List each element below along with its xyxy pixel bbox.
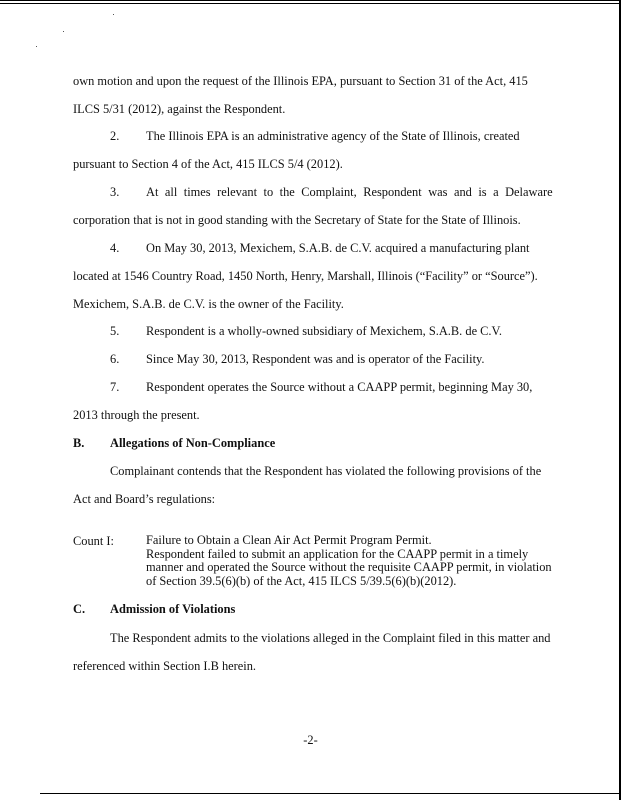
scan-speck	[63, 31, 64, 32]
intro-line-2: ILCS 5/31 (2012), against the Respondent.	[73, 102, 286, 116]
page-number: -2-	[303, 733, 318, 747]
count-label: Count I:	[73, 534, 114, 548]
paragraph-number: 7.	[110, 380, 120, 394]
paragraph-3-line-1: At all times relevant to the Complaint, Respondent was and is a Delaware	[146, 185, 553, 199]
count-line-3: of Section 39.5(6)(b) of the Act, 415 ILCS 5/39.5(6)(b)(2012).	[146, 573, 457, 588]
section-c-line-1: The Respondent admits to the violations alleged in the Complaint filed in this matter and	[110, 631, 551, 645]
paragraph-number: 5.	[110, 324, 120, 338]
paragraph-number: 2.	[110, 129, 120, 143]
paragraph-7-line-2: 2013 through the present.	[73, 408, 200, 422]
count-line-1: Respondent failed to submit an application for the CAAPP permit in a timely	[146, 546, 529, 561]
paragraph-4-line-3: Mexichem, S.A.B. de C.V. is the owner of the Facility.	[73, 297, 344, 311]
scan-speck	[113, 14, 114, 15]
paragraph-5-line-1: Respondent is a wholly-owned subsidiary of Mexichem, S.A.B. de C.V.	[146, 324, 502, 338]
paragraph-4-line-1: On May 30, 2013, Mexichem, S.A.B. de C.V. acquired a manufacturing plant	[146, 241, 530, 255]
paragraph-3-line-2: corporation that is not in good standing with the Secretary of State for the State of Illinois.	[73, 213, 521, 227]
paragraph-number: 6.	[110, 352, 120, 366]
count-title: Failure to Obtain a Clean Air Act Permit Program Permit.	[146, 533, 432, 547]
paragraph-7-line-1: Respondent operates the Source without a CAAPP permit, beginning May 30,	[146, 380, 533, 394]
bottom-border	[40, 793, 621, 794]
paragraph-2-line-1: The Illinois EPA is an administrative agency of the State of Illinois, created	[146, 129, 520, 143]
section-c-letter: C.	[73, 602, 86, 616]
intro-line-1: own motion and upon the request of the Illinois EPA, pursuant to Section 31 of the Act, 415	[73, 74, 528, 88]
scan-speck	[36, 46, 37, 47]
section-c-heading: Admission of Violations	[110, 602, 236, 616]
paragraph-number: 4.	[110, 241, 120, 255]
paragraph-4-line-2: located at 1546 Country Road, 1450 North, Henry, Marshall, Illinois (“Facility” or “Source”).	[73, 269, 538, 283]
section-b-line-2: Act and Board’s regulations:	[73, 492, 216, 506]
section-b-letter: B.	[73, 436, 85, 450]
section-c-line-2: referenced within Section I.B herein.	[73, 659, 257, 673]
paragraph-number: 3.	[110, 185, 120, 199]
section-b-line-1: Complainant contends that the Respondent has violated the following provisions of the	[110, 464, 542, 478]
count-body	[146, 534, 556, 588]
count-line-2: manner and operated the Source without the requisite CAAPP permit, in violation	[146, 560, 552, 574]
paragraph-2-line-2: pursuant to Section 4 of the Act, 415 ILCS 5/4 (2012).	[73, 157, 343, 171]
top-border	[0, 0, 621, 4]
paragraph-6-line-1: Since May 30, 2013, Respondent was and is operator of the Facility.	[146, 352, 485, 366]
section-b-heading: Allegations of Non-Compliance	[110, 436, 276, 450]
